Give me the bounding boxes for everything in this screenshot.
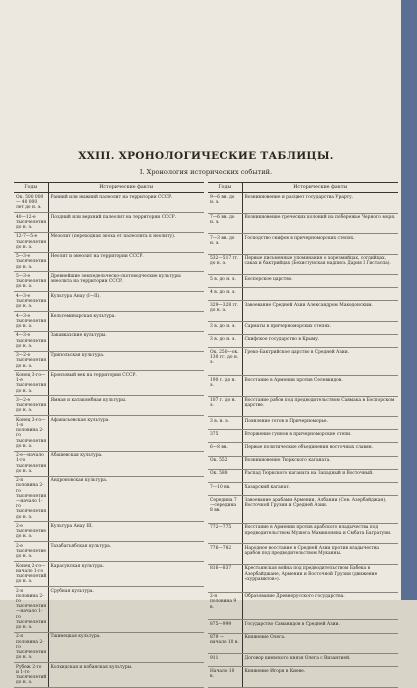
table-row: [14, 416, 204, 451]
table-row: [208, 376, 398, 396]
year-cell: 3—2-е тысячелетия до н. э.: [14, 351, 48, 371]
fact-cell: Тазабагъябская культура.: [48, 542, 204, 562]
years-header: Годы: [14, 183, 48, 193]
year-cell: 875—999: [208, 620, 242, 633]
table-row: [208, 592, 398, 620]
year-cell: 772—775: [208, 523, 242, 543]
year-cell: Ок. 250—ок. 130 гг. до н. э.: [208, 348, 242, 376]
year-cell: Ок. 500 000— 40 000 лет до н. э.: [14, 193, 48, 213]
facts-header: Исторические факты: [242, 183, 398, 193]
year-cell: 2-е тысячелетие до н. э.: [14, 522, 48, 542]
fact-cell: Восстание рабов под предводительством Савмака в Боспорском царстве.: [242, 396, 398, 416]
year-cell: 40—12-е тысячелетия до н. э.: [14, 213, 48, 233]
table-row: [14, 193, 204, 213]
fact-cell: Княжение Олега.: [242, 633, 398, 653]
year-cell: 3 в. до н. э.: [208, 321, 242, 334]
fact-cell: Княжение Игоря в Киеве.: [242, 667, 398, 688]
section-subtitle: I. Хронология исторических событий.: [139, 168, 273, 176]
year-cell: 190 г. до н. э.: [208, 376, 242, 396]
year-cell: 5—3-е тысячелетия до н. э.: [14, 272, 48, 292]
left-table-body: [14, 193, 204, 688]
table-row: [208, 321, 398, 334]
year-cell: 3—2-е тысячелетия до н. э.: [14, 396, 48, 416]
fact-cell: Древнейшие земледельческо-скотоводческие культуры энеолита на территории СССР.: [48, 272, 204, 292]
fact-cell: Срубная культура.: [48, 586, 204, 632]
year-cell: 2-е тысячелетие до н. э.: [14, 542, 48, 562]
year-cell: Ок. 588: [208, 469, 242, 482]
table-row: [208, 544, 398, 564]
year-cell: Середина 7—середина 8 вв.: [208, 496, 242, 524]
fact-cell: Завоевание арабами Армении, Албании (Сев. Азербайджан), Восточной Грузии и Средней Азии.: [242, 496, 398, 524]
year-cell: 375: [208, 430, 242, 443]
fact-cell: Поздний или верхний палеолит на территории СССР.: [48, 213, 204, 233]
fact-cell: Тшинецкая культура.: [48, 632, 204, 662]
table-row: [208, 213, 398, 233]
table-row: [14, 331, 204, 351]
table-row: [14, 311, 204, 331]
year-cell: 4—3-е тысячелетия до н. э.: [14, 331, 48, 351]
fact-cell: Возникновение греческих колоний на побережье Черного моря.: [242, 213, 398, 233]
table-row: [208, 301, 398, 321]
year-cell: 2-я половина 9 в.: [208, 592, 242, 620]
year-cell: 911: [208, 654, 242, 667]
table-row: [14, 371, 204, 396]
page-content: [14, 150, 398, 688]
year-cell: 3 в. н. э.: [208, 417, 242, 430]
table-header-row: [14, 183, 204, 193]
fact-cell: Хазарский каганат.: [242, 482, 398, 495]
year-cell: 5—3-е тысячелетия до н. э.: [14, 252, 48, 272]
fact-cell: Крестьянская война под предводительством Бабека в Азербайджане, Армении и Восточной Грузии (движение «хуррамитов»).: [242, 564, 398, 592]
fact-cell: [242, 288, 398, 301]
table-row: [208, 254, 398, 274]
table-row: [14, 252, 204, 272]
year-cell: 7—6 вв. до н. э.: [208, 213, 242, 233]
table-row: [14, 632, 204, 662]
year-cell: Конец 3-го—1-я половина 2-го тысячелетия до н. э.: [14, 416, 48, 451]
table-row: [14, 351, 204, 371]
fact-cell: Восстание в Армении против арабского владычества под предводительством Мушега Мамиконяна и Смбата Багратуни.: [242, 523, 398, 543]
facts-header: Исторические факты: [48, 183, 204, 193]
fact-cell: Распад Тюркского каганата на Западный и Восточный.: [242, 469, 398, 482]
fact-cell: Народное восстание в Средней Азии против владычества арабов под предводительством Муканны.: [242, 544, 398, 564]
fact-cell: Первые политические объединения восточных славян.: [242, 443, 398, 456]
year-cell: 532—517 гг. до н. э.: [208, 254, 242, 274]
year-cell: Конец 2-го—начало 1-го тысячелетий до н. э.: [14, 561, 48, 586]
year-cell: 4—3-е тысячелетия до н. э.: [14, 292, 48, 312]
fact-cell: Государство Саманидов в Средней Азии.: [242, 620, 398, 633]
fact-cell: Культура Анау (I—II).: [48, 292, 204, 312]
fact-cell: Андроновская культура.: [48, 476, 204, 522]
table-row: [208, 633, 398, 653]
year-cell: 12-7—5-е тысячелетия до н. э.: [14, 232, 48, 252]
year-cell: 776—782: [208, 544, 242, 564]
fact-cell: Абашевская культура.: [48, 451, 204, 476]
table-columns: [14, 182, 398, 688]
fact-cell: Восстание в Армении против Селевкидов.: [242, 376, 398, 396]
fact-cell: Культура Анау III.: [48, 522, 204, 542]
table-row: [208, 564, 398, 592]
table-header-row: [208, 183, 398, 193]
fact-cell: Неолит и энеолит на территории СССР.: [48, 252, 204, 272]
table-row: [208, 443, 398, 456]
year-cell: 879 — начало 10 в.: [208, 633, 242, 653]
fact-cell: Греко-Бактрийское царство в Средней Азии.: [242, 348, 398, 376]
year-cell: 2-я половина 2-го тысячелетия—начало 1-го тысячелетия до н. э.: [14, 586, 48, 632]
table-row: [208, 275, 398, 288]
fact-cell: Образование Древнерусского государства.: [242, 592, 398, 620]
table-row: [208, 193, 398, 213]
table-row: [208, 469, 398, 482]
table-row: [14, 292, 204, 312]
year-cell: 7—10 вв.: [208, 482, 242, 495]
table-row: [14, 272, 204, 292]
fact-cell: Боспорское царство.: [242, 275, 398, 288]
fact-cell: Карасукская культура.: [48, 561, 204, 586]
year-cell: 6—8 вв.: [208, 443, 242, 456]
table-row: [208, 234, 398, 254]
table-row: [208, 496, 398, 524]
year-cell: 2-я половина 2-го тысячелетия до н. э.: [14, 632, 48, 662]
table-row: [208, 335, 398, 348]
chapter-title: XXIII. ХРОНОЛОГИЧЕСКИЕ ТАБЛИЦЫ.: [78, 150, 334, 162]
fact-cell: Кельтеминарская культура.: [48, 311, 204, 331]
table-row: [14, 451, 204, 476]
year-cell: 4—3-е тысячелетия до н. э.: [14, 311, 48, 331]
table-row: [14, 542, 204, 562]
fact-cell: Первые письменные упоминания о хорезмийцах, согдийцах, саках и бактрийцах (Бехистунская надпись Дария I Гистаспа).: [242, 254, 398, 274]
fact-cell: Закавказские культуры.: [48, 331, 204, 351]
year-cell: 5 в. до н. э.: [208, 275, 242, 288]
chronology-table-right: [208, 182, 398, 688]
year-cell: 3 в. до н. э.: [208, 335, 242, 348]
year-cell: 4 в. до н. э.: [208, 288, 242, 301]
fact-cell: Сарматы в причерноморских степях.: [242, 321, 398, 334]
year-cell: 7—3 вв. до н. э.: [208, 234, 242, 254]
table-row: [208, 288, 398, 301]
fact-cell: Бронзовый век на территории СССР.: [48, 371, 204, 396]
year-cell: Конец 3-го—1-е тысячелетия до н. э.: [14, 371, 48, 396]
year-cell: Начало 10 в.: [208, 667, 242, 688]
fact-cell: Возникновение и расцвет государства Урарту.: [242, 193, 398, 213]
fact-cell: Колхидская и кобанская культуры.: [48, 663, 204, 688]
table-row: [208, 482, 398, 495]
year-cell: 9—6 вв. до н. э.: [208, 193, 242, 213]
year-cell: 816—837: [208, 564, 242, 592]
year-cell: 329—328 гг. до н. э.: [208, 301, 242, 321]
fact-cell: Договор киевского князя Олега с Византией.: [242, 654, 398, 667]
year-cell: 107 г. до н. э.: [208, 396, 242, 416]
table-row: [14, 213, 204, 233]
fact-cell: Возникновение Тюркского каганата.: [242, 456, 398, 469]
table-row: [14, 561, 204, 586]
table-row: [14, 522, 204, 542]
fact-cell: Афанасьевская культура.: [48, 416, 204, 451]
table-row: [208, 523, 398, 543]
table-row: [208, 456, 398, 469]
table-row: [208, 396, 398, 416]
years-header: Годы: [208, 183, 242, 193]
fact-cell: Вторжение гуннов в причерноморские степи.: [242, 430, 398, 443]
year-cell: 2-я половина 2-го тысячелетия—начало 1-го тысячелетия до н. э.: [14, 476, 48, 522]
table-row: [14, 663, 204, 688]
table-row: [14, 586, 204, 632]
right-table-body: [208, 193, 398, 688]
table-row: [14, 476, 204, 522]
table-row: [208, 654, 398, 667]
year-cell: Рубеж 2-го и 1-го тысячелетий до н. э.: [14, 663, 48, 688]
fact-cell: Появление готов в Причерноморье.: [242, 417, 398, 430]
chronology-table-left: [14, 182, 204, 688]
fact-cell: Ранний или нижний палеолит на территории СССР.: [48, 193, 204, 213]
table-row: [208, 417, 398, 430]
fact-cell: Ямная и катакомбная культуры.: [48, 396, 204, 416]
fact-cell: Господство скифов в причерноморских степях.: [242, 234, 398, 254]
table-row: [14, 396, 204, 416]
table-row: [208, 430, 398, 443]
table-row: [208, 620, 398, 633]
year-cell: Ок. 552: [208, 456, 242, 469]
table-row: [208, 667, 398, 688]
table-row: [14, 232, 204, 252]
fact-cell: Завоевание Средней Азии Александром Македонским.: [242, 301, 398, 321]
table-row: [208, 348, 398, 376]
fact-cell: Скифское государство в Крыму.: [242, 335, 398, 348]
book-cover-edge: [401, 0, 417, 600]
fact-cell: Трипольская культура.: [48, 351, 204, 371]
year-cell: 2-е—начало 1-го тысячелетия до н. э.: [14, 451, 48, 476]
fact-cell: Мезолит (переходная эпоха от палеолита к неолиту).: [48, 232, 204, 252]
